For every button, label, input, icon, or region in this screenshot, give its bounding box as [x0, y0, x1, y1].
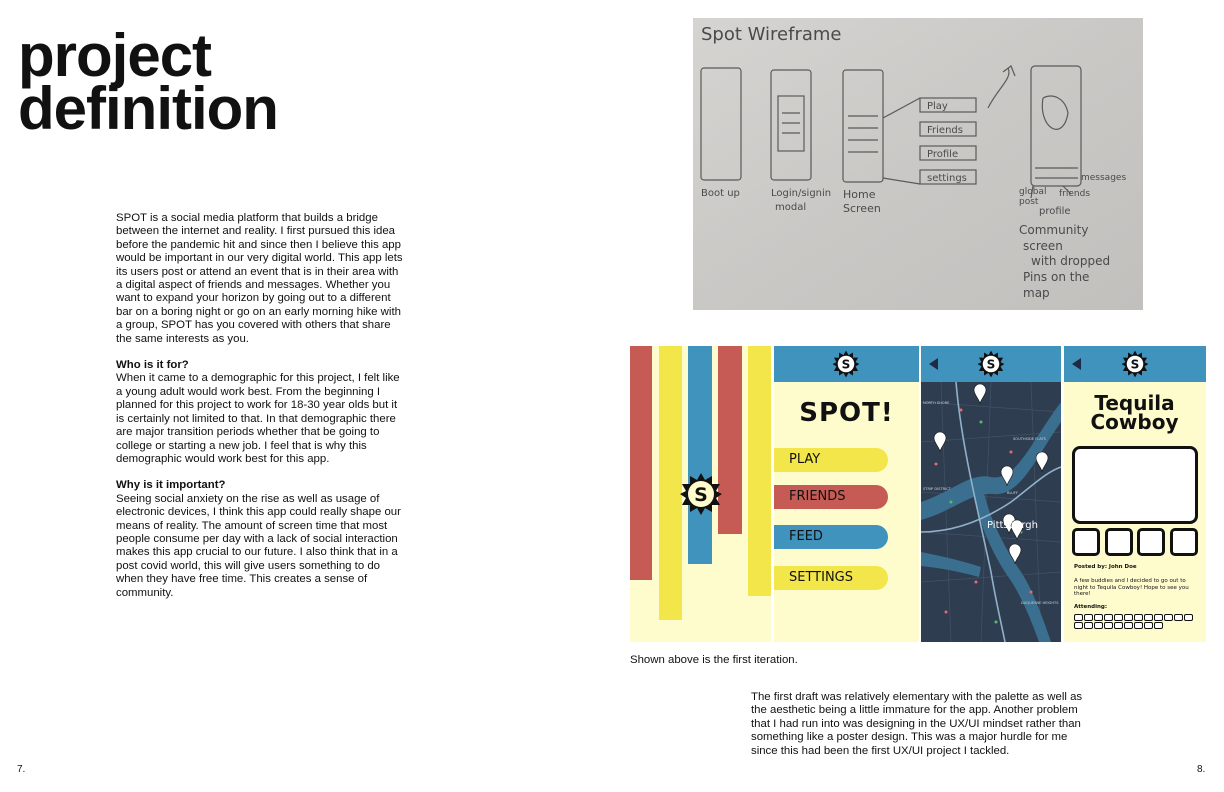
- event-top-bar: [1064, 346, 1206, 382]
- home-top-bar: [774, 346, 919, 382]
- section-heading-why: Why is it important?: [116, 479, 226, 492]
- map-district-north-shore: NORTH SHORE: [923, 401, 950, 405]
- spot-logo-icon: [832, 350, 860, 383]
- mockup-caption: Shown above is the first iteration.: [630, 654, 798, 666]
- page-number-left: 7.: [17, 764, 26, 775]
- mockup-map-screen: [921, 346, 1061, 642]
- spot-logo-icon-event: [1121, 350, 1149, 383]
- sketch-label-profile: Profile: [927, 149, 959, 160]
- back-arrow-icon[interactable]: [929, 358, 938, 370]
- sketch-title: Spot Wireframe: [701, 24, 842, 45]
- sketch-label-login2: modal: [775, 202, 807, 213]
- sketch-label-post: post: [1019, 197, 1039, 207]
- sketch-label-boot: Boot up: [701, 188, 740, 199]
- reflection-paragraph: The first draft was relatively elementary with the palette as well as the aesthetic being a little immature for the app. Another problem that I had run into was designing in the UX/UI mindset rather than something like a poster design. This was a major hurdle for me since this had been the first UX/UI project I tackled.: [751, 691, 1083, 757]
- sketch-label-friends2: friends: [1059, 189, 1091, 199]
- map-city-label: Pittsburgh: [987, 520, 1038, 531]
- menu-settings-button[interactable]: SETTINGS: [774, 566, 888, 590]
- event-posted-by: Posted by: John Doe: [1074, 564, 1137, 570]
- splash-bar-yellow-2: [748, 346, 771, 596]
- page-number-right: 8.: [1197, 764, 1206, 775]
- menu-play-button[interactable]: PLAY: [774, 448, 888, 472]
- sketch-label-with-dropped: with dropped: [1031, 254, 1111, 268]
- body-text-column: [116, 212, 406, 613]
- sketch-label-messages: messages: [1081, 173, 1127, 183]
- mockup-splash-screen: [630, 346, 771, 642]
- map-district-strip: STRIP DISTRICT: [923, 487, 951, 491]
- svg-text:S: S: [986, 357, 996, 372]
- event-thumb-4[interactable]: [1170, 528, 1198, 556]
- wireframe-sketch-photo: [693, 18, 1143, 310]
- svg-text:S: S: [694, 484, 708, 506]
- home-app-title: SPOT!: [799, 398, 894, 428]
- event-attendee-grid: [1074, 614, 1194, 629]
- sketch-label-home2: Screen: [843, 202, 881, 215]
- event-photo-placeholder[interactable]: [1072, 446, 1198, 524]
- mockup-event-screen: [1064, 346, 1206, 642]
- event-title: Tequila Cowboy: [1090, 391, 1179, 434]
- svg-text:S: S: [1130, 357, 1140, 372]
- intro-paragraph: SPOT is a social media platform that builds a bridge between the internet and reality. I first pursued this idea before the pandemic hit and since then I believe this app would be important in our very digital world. This app lets its users post or attend an event that is in their area with a digital aspect of friends and messages. Whether you want to expand your horizon by going out to a different bar on a boring night or go on an early morning hike with a group, SPOT has you covered with others that share the same interests as you.: [116, 212, 403, 345]
- event-thumb-1[interactable]: [1072, 528, 1100, 556]
- sketch-label-community: Community: [1019, 223, 1089, 237]
- sketch-label-friends: Friends: [927, 125, 963, 136]
- sketch-label-global: global: [1019, 187, 1047, 197]
- back-arrow-icon-event[interactable]: [1072, 358, 1081, 370]
- map-district-bluff: BLUFF: [1007, 491, 1019, 495]
- section-heading-who: Who is it for?: [116, 359, 189, 372]
- sketch-label-play: Play: [927, 101, 948, 112]
- spot-logo-large: [679, 472, 723, 521]
- sketch-label-pins: Pins on the: [1023, 270, 1090, 284]
- svg-text:S: S: [841, 357, 851, 372]
- sketch-label-login1: Login/signin: [771, 188, 832, 199]
- spot-logo-icon-map: [977, 350, 1005, 383]
- menu-friends-button[interactable]: FRIENDS: [774, 485, 888, 509]
- section-body-why: Seeing social anxiety on the rise as well as usage of electronic devices, I think this app could really shape our means of reality. The amount of screen time that most people consume per day with a lack of social interaction makes this app crucial to our future. I also think that in a post covid world, this will give users something to do when they have free time. This creates a sense of community.: [116, 492, 401, 599]
- sketch-label-home1: Home: [843, 188, 876, 201]
- map-district-duquesne: DUQUESNE HEIGHTS: [1021, 601, 1059, 605]
- splash-bar-red: [630, 346, 652, 580]
- mockup-home-screen: [774, 346, 919, 642]
- section-body-who: When it came to a demographic for this project, I felt like a young adult would work best. From the beginning I planned for this project to work for 18-30 year olds but it is certainly not limited to that. In that demographic there are major transition periods whether that be going to college or starting a new job. I feel that is why this demographic would work best for this app.: [116, 372, 400, 465]
- map-view[interactable]: [921, 382, 1061, 642]
- map-district-southside: SOUTHSIDE FLATS: [1013, 437, 1046, 441]
- splash-bar-blue: [688, 346, 712, 564]
- event-thumb-3[interactable]: [1137, 528, 1165, 556]
- sketch-label-map: map: [1023, 286, 1050, 300]
- map-top-bar: [921, 346, 1061, 382]
- event-thumb-2[interactable]: [1105, 528, 1133, 556]
- menu-feed-button[interactable]: FEED: [774, 525, 888, 549]
- sketch-label-screen: screen: [1023, 239, 1063, 253]
- event-description: A few buddies and I decided to go out to night to Tequila Cowboy! Hope to see you there!: [1074, 578, 1189, 597]
- sketch-label-settings: settings: [927, 173, 967, 184]
- event-attending-label: Attending:: [1074, 604, 1108, 610]
- sketch-label-profile2: profile: [1039, 206, 1071, 217]
- page-title: project definition: [18, 22, 278, 142]
